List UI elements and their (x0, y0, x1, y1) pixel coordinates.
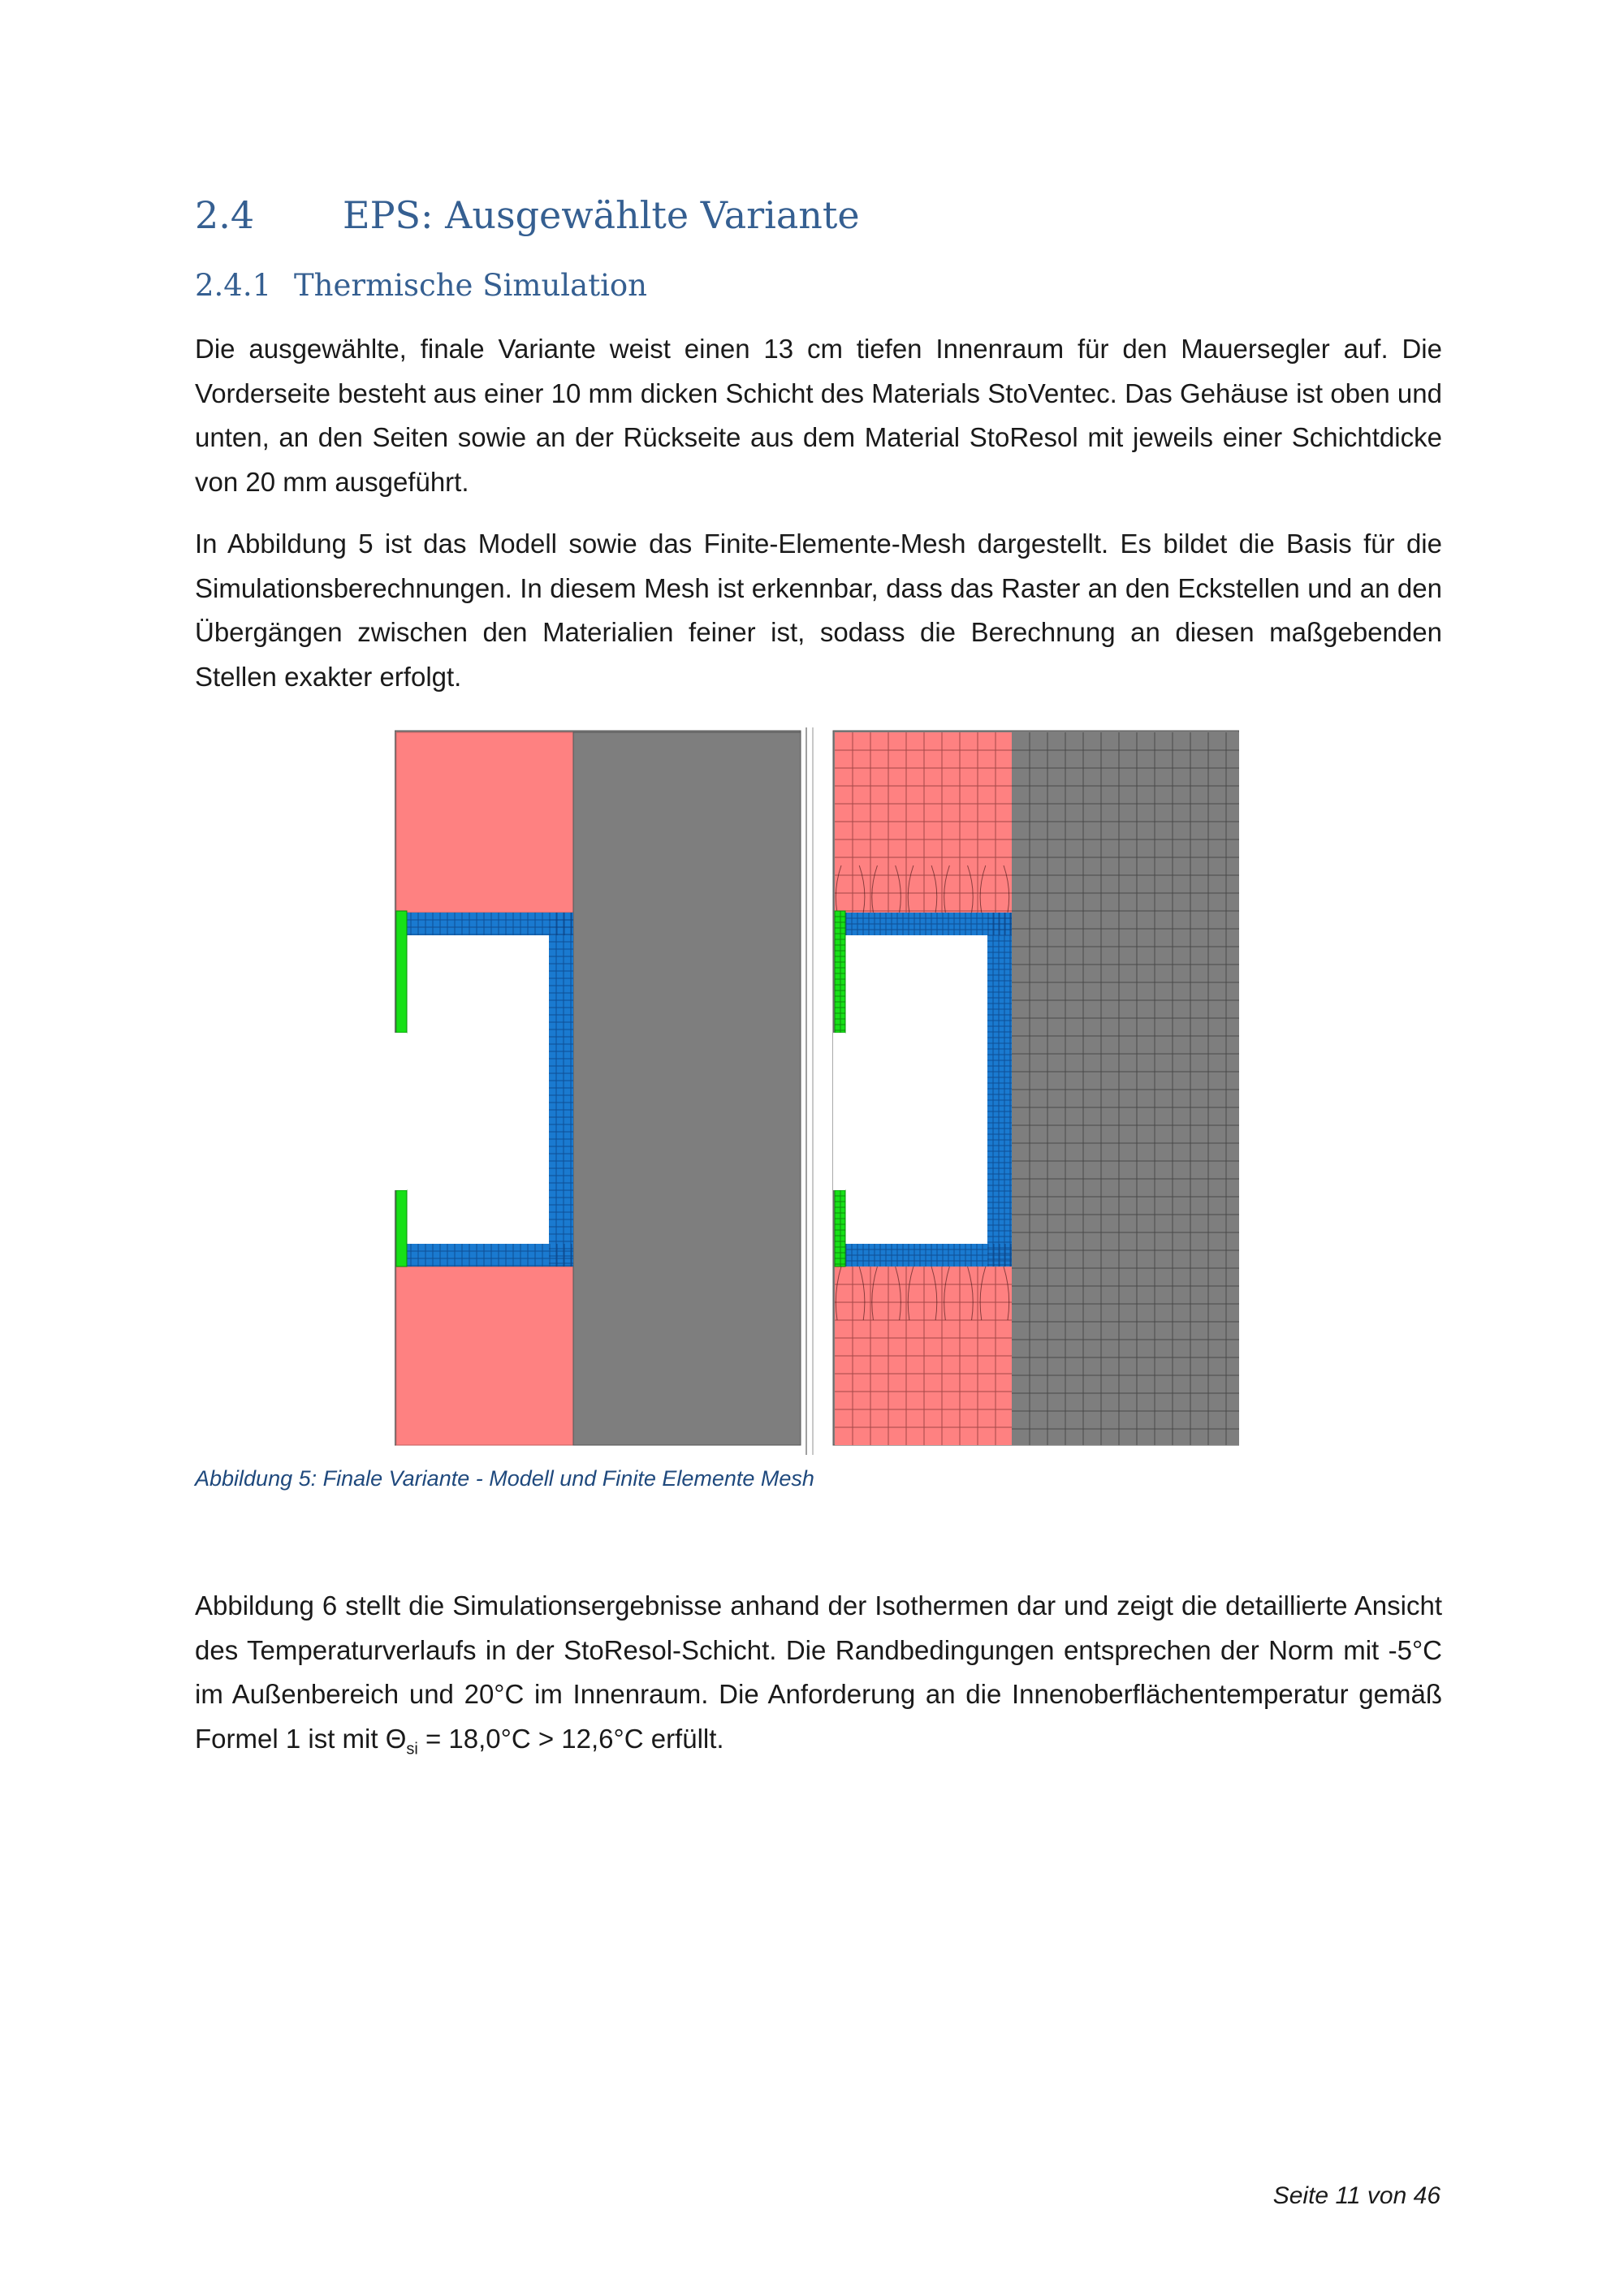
paragraph-results-text: Abbildung 6 stellt die Simulationsergebnisse anhand der Isothermen dar und zeigt die detaillierte Ansicht des Temperaturverlaufs in der StoResol-Schicht. Die Randbedingungen entsprechen der Norm mit -5°C im Außenbereich und 20°C im Innenraum. Die Anforderung an die Innenoberflächentemperatur gemäß Formel 1 ist mit $\Theta_{si} = 18,0^\circ C > 12,6^\circ C$ erfüllt. (195, 1590, 1442, 1759)
model-drawing (395, 731, 801, 1445)
stoResol-top-block (396, 732, 573, 913)
mesh-drawing (833, 731, 1239, 1445)
mesh-interior-cavity (835, 935, 987, 1244)
interior-cavity (396, 935, 549, 1244)
figure-divider (806, 727, 814, 1455)
entrance-opening (395, 1033, 407, 1190)
paragraph-mesh: In Abbildung 5 ist das Modell sowie das Finite-Elemente-Mesh dargestellt. Es bildet die Basis für die Simulationsberechnungen. In diesem Mesh ist erkennbar, dass das Raster an den Eckstellen und an den Übergängen zwischen den Materialien feiner ist, sodass die Berechnung an diesen maßgebenden Stellen exakter erfolgt. (195, 529, 1442, 692)
section-number: 2.4 (195, 193, 255, 237)
subsection-heading (195, 268, 647, 303)
paragraph-intro: Die ausgewählte, finale Variante weist einen 13 cm tiefen Innenraum für den Mauersegler auf. Die Vorderseite besteht aus einer 10 mm dicken Schicht des Materials StoVentec. Das Gehäuse ist oben und unten, an den Seiten sowie an der Rückseite aus dem Material StoResol mit jeweils einer Schichtdicke von 20 mm ausgeführt. (195, 334, 1442, 497)
green-front-upper (396, 911, 407, 1033)
subsection-title: Thermische Simulation (294, 268, 648, 303)
section-title: EPS: Ausgewählte Variante (343, 193, 860, 237)
back-wall (573, 732, 801, 1445)
blue-top-layer (396, 913, 573, 935)
divider-line-b (812, 727, 814, 1455)
section-heading (195, 193, 860, 237)
figure-model-and-mesh (395, 727, 1239, 1455)
mesh-entrance-opening (833, 1033, 845, 1190)
blue-back-layer (549, 913, 573, 1267)
mesh-pink-top (835, 732, 1012, 913)
divider-line-a (806, 727, 807, 1455)
page-number: Seite 11 von 46 (1272, 2182, 1440, 2209)
figure-caption: Abbildung 5: Finale Variante - Modell und Finite Elemente Mesh (195, 1466, 814, 1491)
subsection-number: 2.4.1 (195, 268, 272, 303)
paragraph-results (195, 1584, 1442, 1772)
stoResol-bottom-block (396, 1267, 573, 1445)
blue-bottom-layer (396, 1244, 573, 1267)
green-front-lower (396, 1190, 407, 1267)
